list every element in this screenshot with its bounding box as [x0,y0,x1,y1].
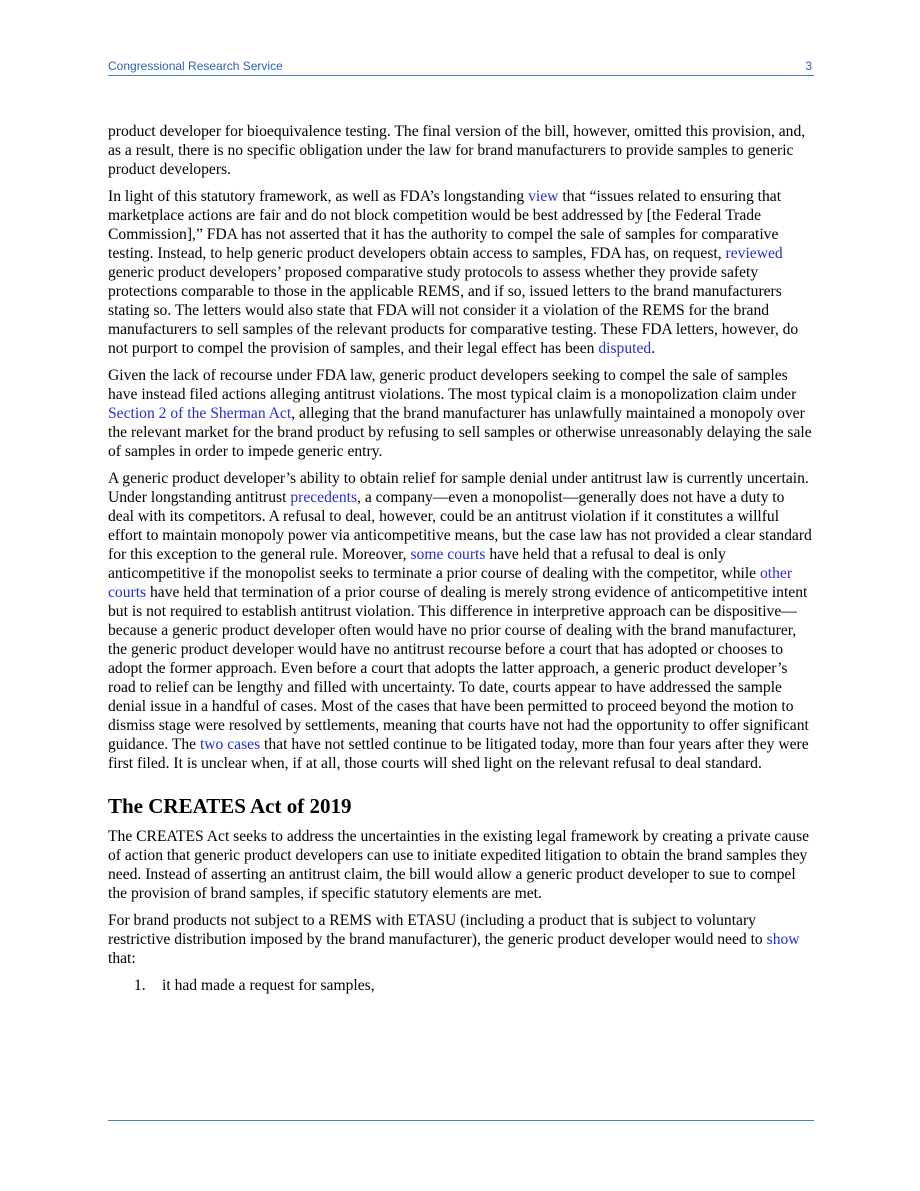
link-other-courts[interactable]: other courts [108,565,793,601]
list-item-text: it had made a request for samples, [162,977,375,994]
link-two-cases[interactable]: two cases [199,736,261,753]
header-source-label: Congressional Research Service [108,59,283,73]
paragraph-text: The CREATES Act seeks to address the uncertainties in the existing legal framework by creating a private cause of action that generic product developers can use to initiate expedited litigation to obtain the brand samples they need. Instead of asserting an antitrust claim, the bill would allow a generic product developer to sue to compel the provision of brand samples, if specific statutory elements are met. [108,828,810,902]
paragraph-antitrust-actions [108,366,814,461]
requirements-list [108,976,814,995]
link-precedents[interactable]: precedents [290,489,358,506]
list-item-number: 1. [134,977,146,994]
page-header [108,58,814,76]
paragraph-creates-overview [108,827,814,903]
paragraph-text: A generic product developer’s ability to obtain relief for sample denial under antitrust law is currently uncertain. Under longstanding antitrust [108,470,809,506]
link-disputed[interactable]: disputed [598,340,652,357]
link-sherman-act[interactable]: Section 2 of the Sherman Act [108,405,292,422]
document-body [108,122,814,995]
list-item [108,976,814,995]
page-footer-rule [108,1120,814,1121]
paragraph-text: generic product developers’ proposed comparative study protocols to assess whether they provide safety protections comparable to those in the applicable REMS, and if so, issued letters to the brand manufacturers stating so. The letters would also state that FDA will not consider it a violation of the REMS for the brand manufacturers to sell samples of the relevant products for comparative testing. These FDA letters, however, do not purport to compel the provision of samples, and their legal effect has been [108,264,799,357]
link-reviewed[interactable]: reviewed [725,245,783,262]
paragraph-text: , a company—even a monopolist—generally does not have a duty to deal with its competitors. A refusal to deal, however, could be an antitrust violation if it constitutes a willful effort to maintain monopoly power via anticompetitive means, but the case law has not provided a clear standard for this exception to the general rule. Moreover, [108,489,812,563]
header-page-number: 3 [805,59,812,73]
paragraph-text: that have not settled continue to be litigated today, more than four years after they were first filed. It is unclear when, if at all, those courts will shed light on the relevant refusal to deal standard. [108,736,809,772]
paragraph-text: , alleging that the brand manufacturer has unlawfully maintained a monopoly over the relevant market for the brand product by refusing to sell samples or otherwise unreasonably delaying the sale of samples in order to impede generic entry. [108,405,812,460]
paragraph-text: In light of this statutory framework, as well as FDA’s longstanding [108,188,529,205]
link-show[interactable]: show [766,931,800,948]
paragraph-non-rems-requirements [108,911,814,968]
paragraph-text: have held that termination of a prior course of dealing is merely strong evidence of anticompetitive intent but is not required to establish antitrust violation. This difference in interpretive approach can be dispositive—because a generic product developer often would have no prior course of dealing with the brand manufacturer, the generic product developer would have no antitrust recourse before a court that has adopted or chooses to adopt the former approach. Even before a court that adopts the latter approach, a generic product developer’s road to relief can be lengthy and filled with uncertainty. To date, courts appear to have addressed the sample denial issue in a handful of cases. Most of the cases that have been permitted to proceed beyond the motion to dismiss stage were resolved by settlements, meaning that courts have not had the opportunity to offer significant guidance. The [108,584,809,753]
paragraph-text: that “issues related to ensuring that marketplace actions are fair and do not block competition would be best addressed by [the Federal Trade Commission],” FDA has not asserted that it has the authority to compel the sale of samples for comparative testing. Instead, to help generic product developers obtain access to samples, FDA has, on request, [108,188,782,262]
section-heading: The CREATES Act of 2019 [108,794,352,818]
paragraph-text: . [651,340,656,357]
paragraph-fda-framework [108,187,814,358]
paragraph-text: For brand products not subject to a REMS with ETASU (including a product that is subject to voluntary restrictive distribution imposed by the brand manufacturer), the generic product developer would need to [108,912,767,948]
link-view[interactable]: view [528,188,559,205]
link-some-courts[interactable]: some courts [410,546,486,563]
paragraph-text: that: [108,950,136,967]
paragraph-relief-uncertain [108,469,814,773]
paragraph-text: have held that a refusal to deal is only anticompetitive if the monopolist seeks to terminate a prior course of dealing with the competitor, while [108,546,760,582]
paragraph-text: Given the lack of recourse under FDA law, generic product developers seeking to compel the sale of samples have instead filed actions alleging antitrust violations. The most typical claim is a monopolization claim under [108,367,797,403]
paragraph-bill-omission [108,122,814,179]
paragraph-text: product developer for bioequivalence testing. The final version of the bill, however, omitted this provision, and, as a result, there is no specific obligation under the law for brand manufacturers to provide samples to generic product developers. [108,123,806,178]
